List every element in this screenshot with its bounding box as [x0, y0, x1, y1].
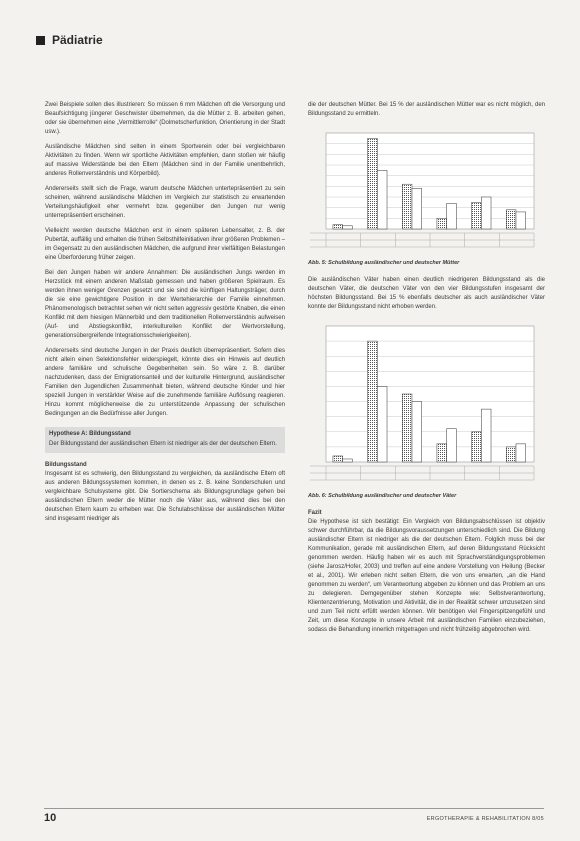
figure-5-caption: Abb. 5: Schulbildung ausländischer und deutscher Mütter: [308, 260, 460, 266]
paragraph: Andererseits stellt sich die Frage, warum deutsche Mädchen untertepräsentiert zu sein scheinen, während ausländische Mädchen im Vergleich zur statistisch zu erwartenden Verteilungshäufigkeit eher vermehrt bzw. gegenüber den Jungen nur wenig unterrepräsentiert erscheinen.: [45, 186, 285, 219]
bar: [516, 444, 526, 462]
bar: [368, 341, 378, 462]
bar: [377, 386, 387, 462]
figure-6-caption: Abb. 6: Schulbildung ausländischer und deutscher Väter: [308, 493, 457, 499]
left-column: [45, 101, 285, 530]
bar: [412, 402, 422, 462]
bar: [402, 394, 412, 462]
paragraph: Die ausländischen Väter haben einen deutlich niedrigeren Bildungsstand als die deutschen Väter, die deutschen Väter von den vier Bildungsstufen insgesamt der höchsten Bildungsstand. Bei 15 % ebenfalls deutscher als auch ausländischer Väter konnte der Bildungsstand nicht erhoben werden.: [308, 277, 545, 310]
paragraph: die der deutschen Mütter. Bei 15 % der ausländischen Mütter war es nicht möglich, den Bildungsstand zu ermitteln.: [308, 102, 545, 117]
bar: [447, 203, 457, 229]
header-square-icon: [36, 36, 45, 45]
bar: [472, 432, 482, 462]
bar: [506, 447, 516, 462]
paragraph: Ausländische Mädchen sind selten in einem Sportverein oder bei vergleichbaren Aktivitäten zu finden. Wenn wir sportliche Aktivitäten empfehlen, dann stoßen wir häufig auf massive Widerstände bei den Eltern (Mädchen sind in der Familie unentbehrlich, anderes Rollenverständnis und Körperbild).: [45, 144, 285, 177]
hypothesis-text: Der Bildungsstand der ausländischen Eltern ist niedriger als der der deutschen Eltern.: [49, 441, 277, 447]
bar: [412, 188, 422, 229]
section-heading: Bildungsstand: [45, 462, 87, 468]
footer-rule: [44, 808, 544, 809]
bar: [506, 210, 516, 229]
bar: [472, 202, 482, 229]
chart-fathers: [308, 318, 544, 488]
section-title: Pädiatrie: [52, 33, 103, 47]
bar: [437, 218, 447, 229]
hypothesis-title: Hypothese A: Bildungsstand: [49, 431, 131, 437]
paragraph: Zwei Beispiele sollen dies illustrieren: So müssen 6 mm Mädchen oft die Versorgung und Beaufsichtigung jüngerer Geschwister übernehmen, da die Mütter z. B. arbeiten gehen, oder sie übernehmen eine „Vermittlerrolle“ (Dolmetscherfunktion, Orientierung in der Stadt usw.).: [45, 102, 285, 135]
bar: [343, 459, 353, 462]
page-number: 10: [44, 812, 57, 824]
bar: [377, 170, 387, 229]
bar: [343, 226, 353, 229]
hypothesis-box: [45, 427, 285, 453]
journal-name: ERGOTHERAPIE & REHABILITATION 8/05: [426, 816, 544, 822]
bar: [333, 456, 343, 462]
paragraph: Vielleicht werden deutsche Mädchen erst in einem späteren Lebensalter, z. B. der Pubertät, auffällig und erhalten die frühen Selbsthilfeinitiativen ihrer größeren Problemen – im Gegensatz zu den ausländischen Mädchen, die aufgrund ihrer vielfältigen Belastungen eine Überforderung früher zeigen.: [45, 228, 285, 261]
section-heading: Fazit: [308, 510, 322, 516]
bar: [481, 409, 491, 462]
bar: [447, 429, 457, 462]
bar: [402, 184, 412, 229]
bar: [368, 138, 378, 229]
plot-area: [326, 326, 534, 462]
paragraph: Insgesamt ist es schwierig, den Bildungsstand zu vergleichen, da ausländische Eltern oft aus anderen Bildungssystemen kommen, in denen es z. B. keine Sonderschulen und vergleichbare Schulsysteme gibt. Die Sortierschema als Bildungsgrundlage gehen bei ausländischen Eltern weder die Mütter noch die Väter aus, während dies bei den deutschen Eltern kaum zu erheben war. Die Schulabschlüsse der ausländischen Mütter sind insgesamt niedriger als: [45, 471, 285, 522]
section-header: [36, 33, 103, 47]
figure-6: [308, 318, 545, 488]
bar: [437, 444, 447, 462]
right-column: [308, 101, 545, 641]
bar: [516, 212, 526, 229]
plot-area: [326, 133, 534, 229]
bar: [481, 197, 491, 229]
paragraph: Andererseits sind deutsche Jungen in der Praxis deutlich überrepräsentiert. Sofern dies nicht allein einen Selektionsfehler widerspiegelt, könnte dies ein Hinweis auf deutlich andere familiäre und schulische Gegebenheiten sein. So wäre z. B. darüber nachzudenken, dass der Emigrationsanteil und der kulturelle Hintergrund, ausländischer Familien den Jugendlichen Zusammenhalt bieten, während deutsche Kinder und hier speziell Jungen in verstärkter Weise auf die zunehmende familiäre Auflösung reagieren. Hinzu kommt möglicherweise die zu unterstützende Anpassung der schulischen Bedingungen an die Bedürfnisse aller Jungen.: [45, 348, 285, 417]
figure-5: [308, 125, 545, 255]
chart-mothers: [308, 125, 544, 255]
paragraph: Bei den Jungen haben wir andere Annahmen: Die ausländischen Jungs werden im Herzstück mit einem anderen Maßstab gemessen und haben größeren Spielraum. Es werden ihnen weniger Grenzen gesetzt und sie sind die künftigen Haltungsträger, durch die sie eine gewichtigere Position in der Wertehierarchie der Familie einnehmen. Phänomenologisch betrachtet sehen wir nicht selten aggressiv gestörte Knaben, die einen Konflikt mit dem hiesigen Männerbild und dem traditionellen Rollenverständnis aufweisen (Auf- und Abstiegskonflikt, interkulturellen Konflikt der Wertvorstellung, generationsübergreifende Integrationsschwierigkeiten).: [45, 270, 285, 339]
bar: [333, 225, 343, 229]
paragraph: Die Hypothese ist sich bestätigt: Ein Vergleich von Bildungsabschlüssen ist objektiv schwer durchführbar, da die Bildungsvoraussetzungen unterschiedlich sind. Die Bildung ausländischer Eltern ist niedriger als die der deutschen Eltern. Folglich muss bei der Kommunikation, gerade mit ausländischen Eltern, auf deren Bildungsstand Rücksicht genommen werden. Häufig haben wir es auch mit Sprachverständigungsproblemen (siehe Jarosz/Hofer, 2003) und treffen auf eine andere Vorstellung von Heilung (Becker et al., 2001). Wir erleben nicht selten Eltern, die von uns erwarten, „an die Hand genommen zu werden“, um Verantwortung abgeben zu können und das Problem an uns zu delegieren. Demgegenüber stehen Konzepte wie: Selbstverantwortung, Klientenzentrierung, Motivation und Aktivität, die in der Realität schwer umzusetzen sind und zum Teil nicht erfüllt werden können. Wir benötigen viel Fingerspitzengefühl und Zeit, um diese Konzepte in unsere Arbeit mit ausländischen Familien einzubeziehen, sodass die Behandlung innerlich mitgetragen und nicht frühzeitig abgebrochen wird.: [308, 519, 545, 633]
